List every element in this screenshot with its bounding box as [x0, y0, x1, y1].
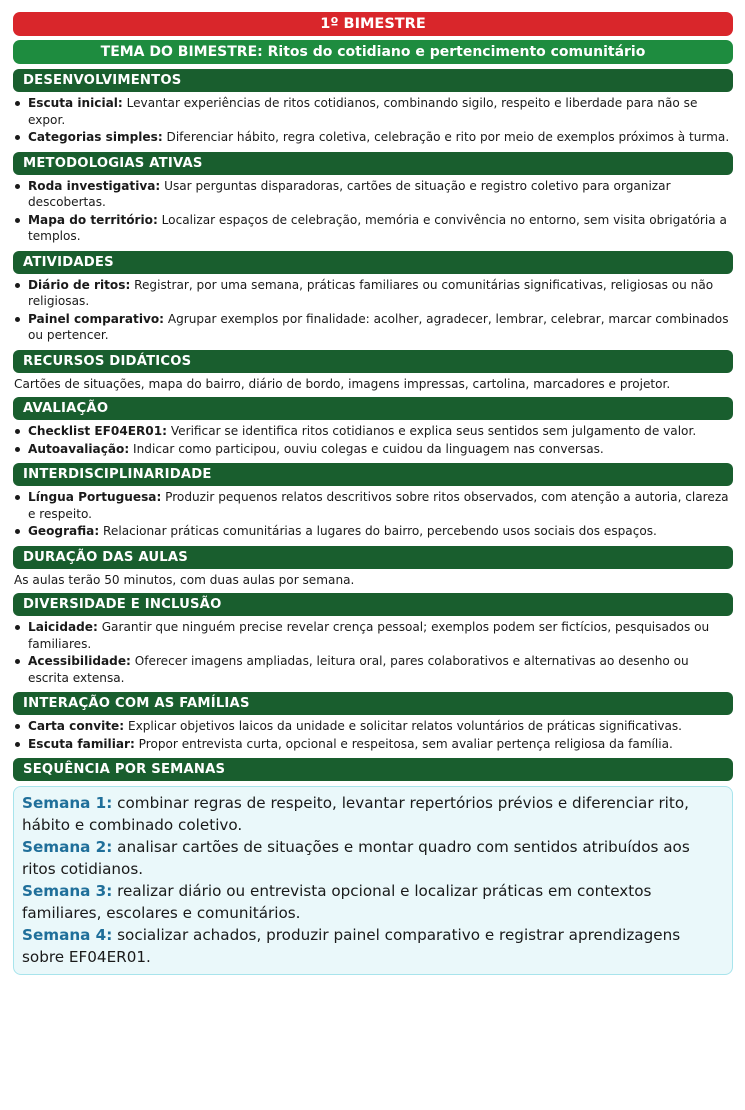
- item-label: Geografia:: [28, 524, 100, 538]
- week-label: Semana 3:: [22, 882, 113, 900]
- lesson-plan-page: [13, 12, 733, 975]
- week-label: Semana 2:: [22, 838, 113, 856]
- section-atividades-header: ATIVIDADES: [13, 251, 733, 274]
- list-item: [13, 736, 733, 753]
- item-text: Garantir que ninguém precise revelar crença pessoal; exemplos podem ser fictícios, pesquisados ou familiares.: [28, 620, 710, 651]
- list-item: [13, 277, 733, 310]
- item-text: Registrar, por uma semana, práticas familiares ou comunitárias significativas, religiosas ou não religiosas.: [28, 277, 714, 308]
- week-text: combinar regras de respeito, levantar repertórios prévios e diferenciar rito, hábito e combinado coletivo.: [22, 794, 689, 834]
- item-label: Painel comparativo:: [28, 311, 164, 326]
- week-item: [22, 880, 724, 924]
- week-item: [22, 792, 724, 836]
- section-familias-header: INTERAÇÃO COM AS FAMÍLIAS: [13, 692, 733, 715]
- item-text: Agrupar exemplos por finalidade: acolher, agradecer, lembrar, celebrar, marcar combinados ou pertencer.: [28, 311, 729, 342]
- section-duracao-body: As aulas terão 50 minutos, com duas aulas por semana.: [14, 572, 355, 587]
- section-interdisciplinaridade-body: [13, 486, 733, 544]
- item-label: Língua Portuguesa:: [28, 490, 162, 504]
- item-text: Propor entrevista curta, opcional e respeitosa, sem avaliar pertença religiosa da família.: [134, 736, 673, 751]
- list-item: [13, 212, 733, 245]
- section-atividades-body: [13, 274, 733, 348]
- week-text: socializar achados, produzir painel comparativo e registrar aprendizagens sobre EF04ER01.: [22, 926, 681, 966]
- item-label: Mapa do território:: [28, 212, 158, 227]
- week-label: Semana 4:: [22, 926, 113, 944]
- week-item: [22, 836, 724, 880]
- list-item: [13, 489, 733, 522]
- item-label: Diário de ritos:: [28, 277, 131, 292]
- item-label: Carta convite:: [28, 719, 125, 733]
- item-text: Levantar experiências de ritos cotidianos, combinando sigilo, respeito e liberdade para não se expor.: [28, 96, 698, 127]
- list-item: [13, 129, 733, 146]
- section-metodologias-header: METODOLOGIAS ATIVAS: [13, 152, 733, 175]
- item-text: Explicar objetivos laicos da unidade e solicitar relatos voluntários de práticas significativas.: [124, 719, 683, 733]
- list-item: [13, 718, 733, 735]
- week-text: realizar diário ou entrevista opcional e localizar práticas em contextos familiares, escolares e comunitários.: [22, 882, 652, 922]
- section-sequencia-header: SEQUÊNCIA POR SEMANAS: [13, 758, 733, 781]
- item-text: Localizar espaços de celebração, memória e convivência no entorno, sem visita obrigatória a templos.: [28, 212, 727, 243]
- section-metodologias-body: [13, 175, 733, 249]
- item-label: Escuta familiar:: [28, 736, 135, 751]
- item-text: Indicar como participou, ouviu colegas e cuidou da linguagem nas conversas.: [129, 441, 604, 456]
- section-avaliacao-header: AVALIAÇÃO: [13, 397, 733, 420]
- item-text: Diferenciar hábito, regra coletiva, celebração e rito por meio de exemplos próximos à turma.: [162, 130, 730, 144]
- week-item: [22, 924, 724, 968]
- item-text: Oferecer imagens ampliadas, leitura oral, pares colaborativos e alternativas ao desenho ou escrita extensa.: [28, 654, 689, 685]
- list-item: [13, 523, 733, 540]
- item-text: Produzir pequenos relatos descritivos sobre ritos observados, com atenção a autoria, clareza e respeito.: [28, 490, 729, 521]
- weeks-box: [13, 786, 733, 975]
- section-duracao-header: DURAÇÃO DAS AULAS: [13, 546, 733, 569]
- list-item: [13, 311, 733, 344]
- list-item: [13, 441, 733, 458]
- section-desenvolvimentos-body: [13, 92, 733, 150]
- section-diversidade-header: DIVERSIDADE E INCLUSÃO: [13, 593, 733, 616]
- section-interdisciplinaridade-header: INTERDISCIPLINARIDADE: [13, 463, 733, 486]
- item-label: Escuta inicial:: [28, 96, 123, 110]
- list-item: [13, 619, 733, 652]
- item-label: Checklist EF04ER01:: [28, 424, 167, 438]
- bimestre-title: 1º BIMESTRE: [13, 12, 733, 36]
- list-item: [13, 423, 733, 440]
- item-label: Acessibilidade:: [28, 654, 131, 668]
- week-text: analisar cartões de situações e montar quadro com sentidos atribuídos aos ritos cotidianos.: [22, 838, 690, 878]
- section-recursos-body: Cartões de situações, mapa do bairro, diário de bordo, imagens impressas, cartolina, marcadores e projetor.: [14, 376, 671, 391]
- tema-title: TEMA DO BIMESTRE: Ritos do cotidiano e pertencimento comunitário: [13, 40, 733, 64]
- list-item: [13, 653, 733, 686]
- section-familias-body: [13, 715, 733, 756]
- item-text: Verificar se identifica ritos cotidianos e explica seus sentidos sem julgamento de valor.: [166, 424, 697, 438]
- item-text: Relacionar práticas comunitárias a lugares do bairro, percebendo usos sociais dos espaços.: [99, 524, 657, 538]
- item-label: Roda investigativa:: [28, 178, 161, 193]
- list-item: [13, 95, 733, 128]
- list-item: [13, 178, 733, 211]
- section-desenvolvimentos-header: DESENVOLVIMENTOS: [13, 69, 733, 92]
- section-diversidade-body: [13, 616, 733, 690]
- section-recursos-header: RECURSOS DIDÁTICOS: [13, 350, 733, 373]
- item-label: Laicidade:: [28, 620, 98, 634]
- item-label: Autoavaliação:: [28, 441, 130, 456]
- section-avaliacao-body: [13, 420, 733, 461]
- item-label: Categorias simples:: [28, 130, 163, 144]
- item-text: Usar perguntas disparadoras, cartões de situação e registro coletivo para organizar descobertas.: [28, 178, 671, 209]
- week-label: Semana 1:: [22, 794, 113, 812]
